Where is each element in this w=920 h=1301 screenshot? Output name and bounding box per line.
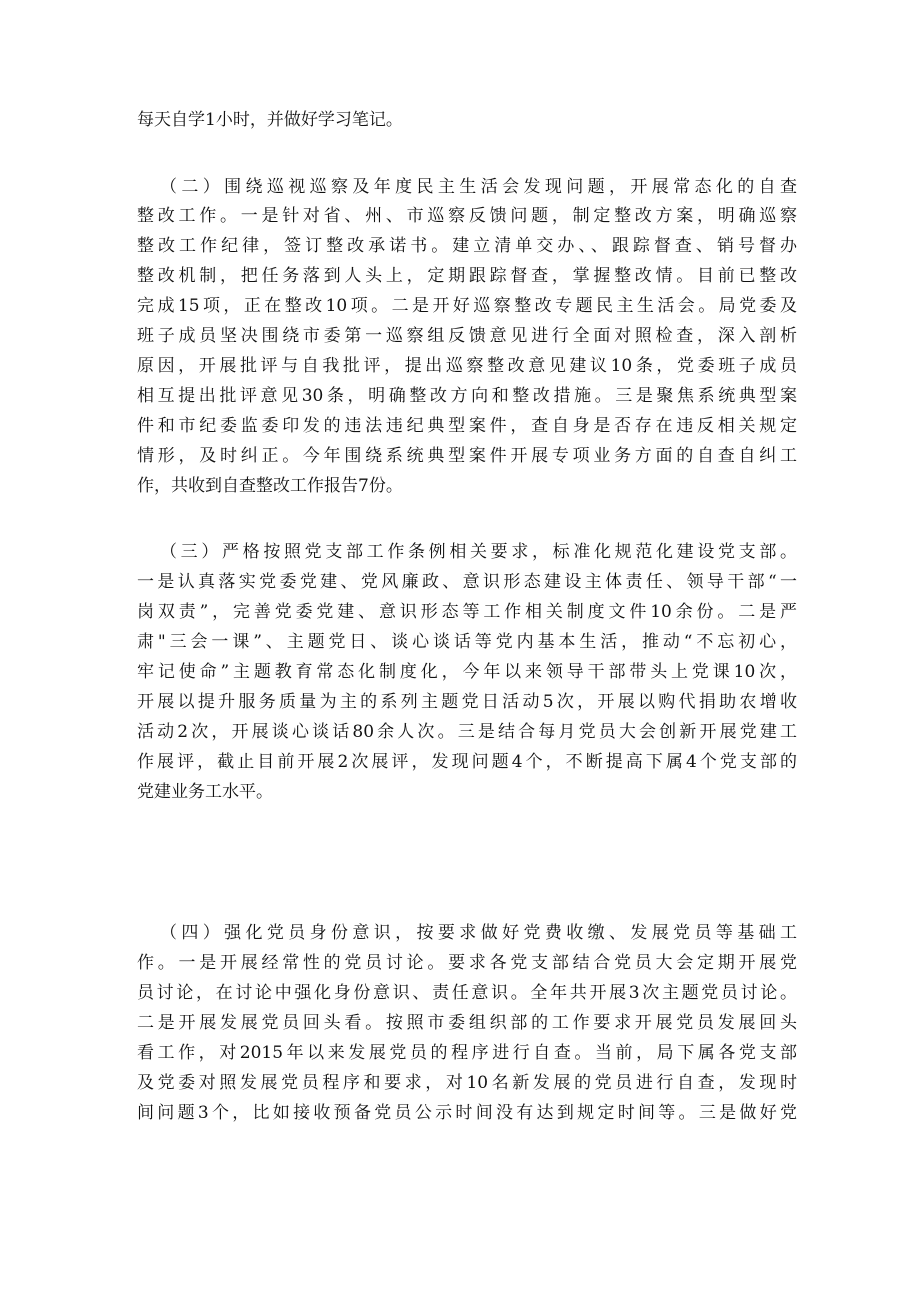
paragraph-line: 岗双责”，完善党委党建、意识形态等工作相关制度文件10余份。二是严 [137, 602, 797, 622]
paragraph-line: 完成15项，正在整改10项。二是开好巡察整改专题民主生活会。局党委及 [137, 296, 797, 316]
paragraph-line: 整改工作。一是针对省、州、市巡察反馈问题，制定整改方案，明确巡察 [137, 206, 797, 226]
paragraph-line: 活动2次，开展谈心谈话80余人次。三是结合每月党员大会创新开展党建工 [137, 722, 797, 742]
paragraph-line: 班子成员坚决围绕市委第一巡察组反馈意见进行全面对照检查，深入剖析 [137, 326, 797, 346]
paragraph-line: 件和市纪委监委印发的违法违纪典型案件，查自身是否存在违反相关规定 [137, 416, 797, 436]
paragraph-line: （三）严格按照党支部工作条例相关要求，标准化规范化建设党支部。 [160, 542, 797, 562]
paragraph-line: 作，共收到自查整改工作报告7份。 [137, 476, 403, 496]
paragraph-line: （二）围绕巡视巡察及年度民主生活会发现问题，开展常态化的自查 [160, 177, 797, 197]
paragraph-line: 作。一是开展经常性的党员讨论。要求各党支部结合党员大会定期开展党 [137, 953, 797, 973]
paragraph-line: （四）强化党员身份意识，按要求做好党费收缴、发展党员等基础工 [160, 923, 797, 943]
paragraph-line: 肃"三会一课”、主题党日、谈心谈话等党内基本生活，推动“不忘初心， [137, 632, 797, 652]
paragraph-line: 党建业务工水平。 [137, 782, 273, 802]
paragraph-line: 整改工作纪律，签订整改承诺书。建立清单交办、、跟踪督查、销号督办 [137, 236, 797, 256]
paragraph-line: 一是认真落实党委党建、党风廉政、意识形态建设主体责任、领导干部“一 [137, 572, 797, 592]
paragraph-line: 相互提出批评意见30条，明确整改方向和整改措施。三是聚焦系统典型案 [137, 386, 797, 406]
paragraph-line: 间问题3个，比如接收预备党员公示时间没有达到规定时间等。三是做好党 [137, 1103, 797, 1123]
paragraph-line: 原因，开展批评与自我批评，提出巡察整改意见建议10条，党委班子成员 [137, 356, 797, 376]
paragraph-line: 作展评，截止目前开展2次展评，发现问题4个，不断提高下属4个党支部的 [137, 752, 797, 772]
paragraph-line: 牢记使命”主题教育常态化制度化，今年以来领导干部带头上党课10次， [137, 662, 797, 682]
paragraph-line: 每天自学1小时，并做好学习笔记。 [137, 110, 403, 130]
paragraph-line: 及党委对照发展党员程序和要求，对10名新发展的党员进行自查，发现时 [137, 1073, 797, 1093]
paragraph-line: 员讨论，在讨论中强化身份意识、责任意识。全年共开展3次主题党员讨论。 [137, 983, 797, 1003]
paragraph-line: 开展以提升服务质量为主的系列主题党日活动5次，开展以购代捐助农增收 [137, 692, 797, 712]
paragraph-line: 整改机制，把任务落到人头上，定期跟踪督查，掌握整改情。目前已整改 [137, 266, 797, 286]
paragraph-line: 情形，及时纠正。今年围绕系统典型案件开展专项业务方面的自查自纠工 [137, 446, 797, 466]
paragraph-line: 二是开展发展党员回头看。按照市委组织部的工作要求开展党员发展回头 [137, 1013, 797, 1033]
paragraph-line: 看工作，对2015年以来发展党员的程序进行自查。当前，局下属各党支部 [137, 1043, 797, 1063]
